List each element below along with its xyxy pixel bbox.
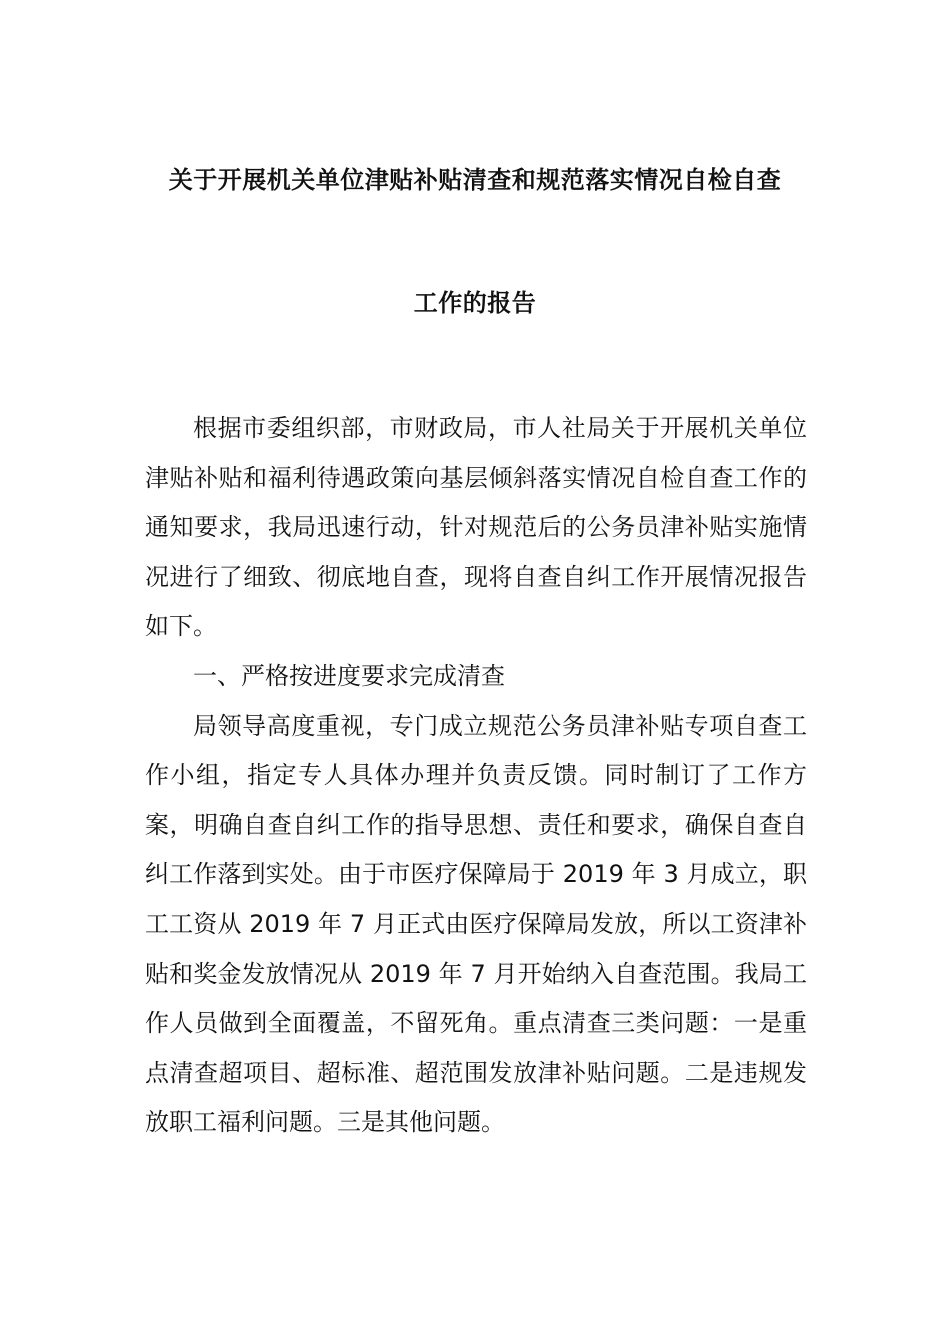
paragraph-section-1: 局领导高度重视，专门成立规范公务员津补贴专项自查工作小组，指定专人具体办理并负责反馈。同时制订了工作方案，明确自查自纠工作的指导思想、责任和要求，确保自查自纠工作落到实处。由于市医疗保障局于 2019 年 3 月成立，职工工资从 2019 年 7 月正式由医疗保障局发放，所以工资津补贴和奖金发放情况从 2019 年 7 月开始纳入自查范围。我局工作人员做到全面覆盖，不留死角。重点清查三类问题：一是重点清查超项目、超标准、超范围发放津补贴问题。二是违规发放职工福利问题。三是其他问题。 <box>145 711 807 1137</box>
document-title-line-2: 工作的报告 <box>413 289 537 317</box>
section-heading-1: 一、严格按进度要求完成清查 <box>193 661 505 690</box>
paragraph-intro: 根据市委组织部，市财政局，市人社局关于开展机关单位津贴补贴和福利待遇政策向基层倾斜落实情况自检自查工作的通知要求，我局迅速行动，针对规范后的公务员津补贴实施情况进行了细致、彻底地自查，现将自查自纠工作开展情况报告如下。 <box>145 414 807 641</box>
document-body <box>145 404 807 1148</box>
document-title-line-1: 关于开展机关单位津贴补贴清查和规范落实情况自检自查 <box>168 166 782 194</box>
